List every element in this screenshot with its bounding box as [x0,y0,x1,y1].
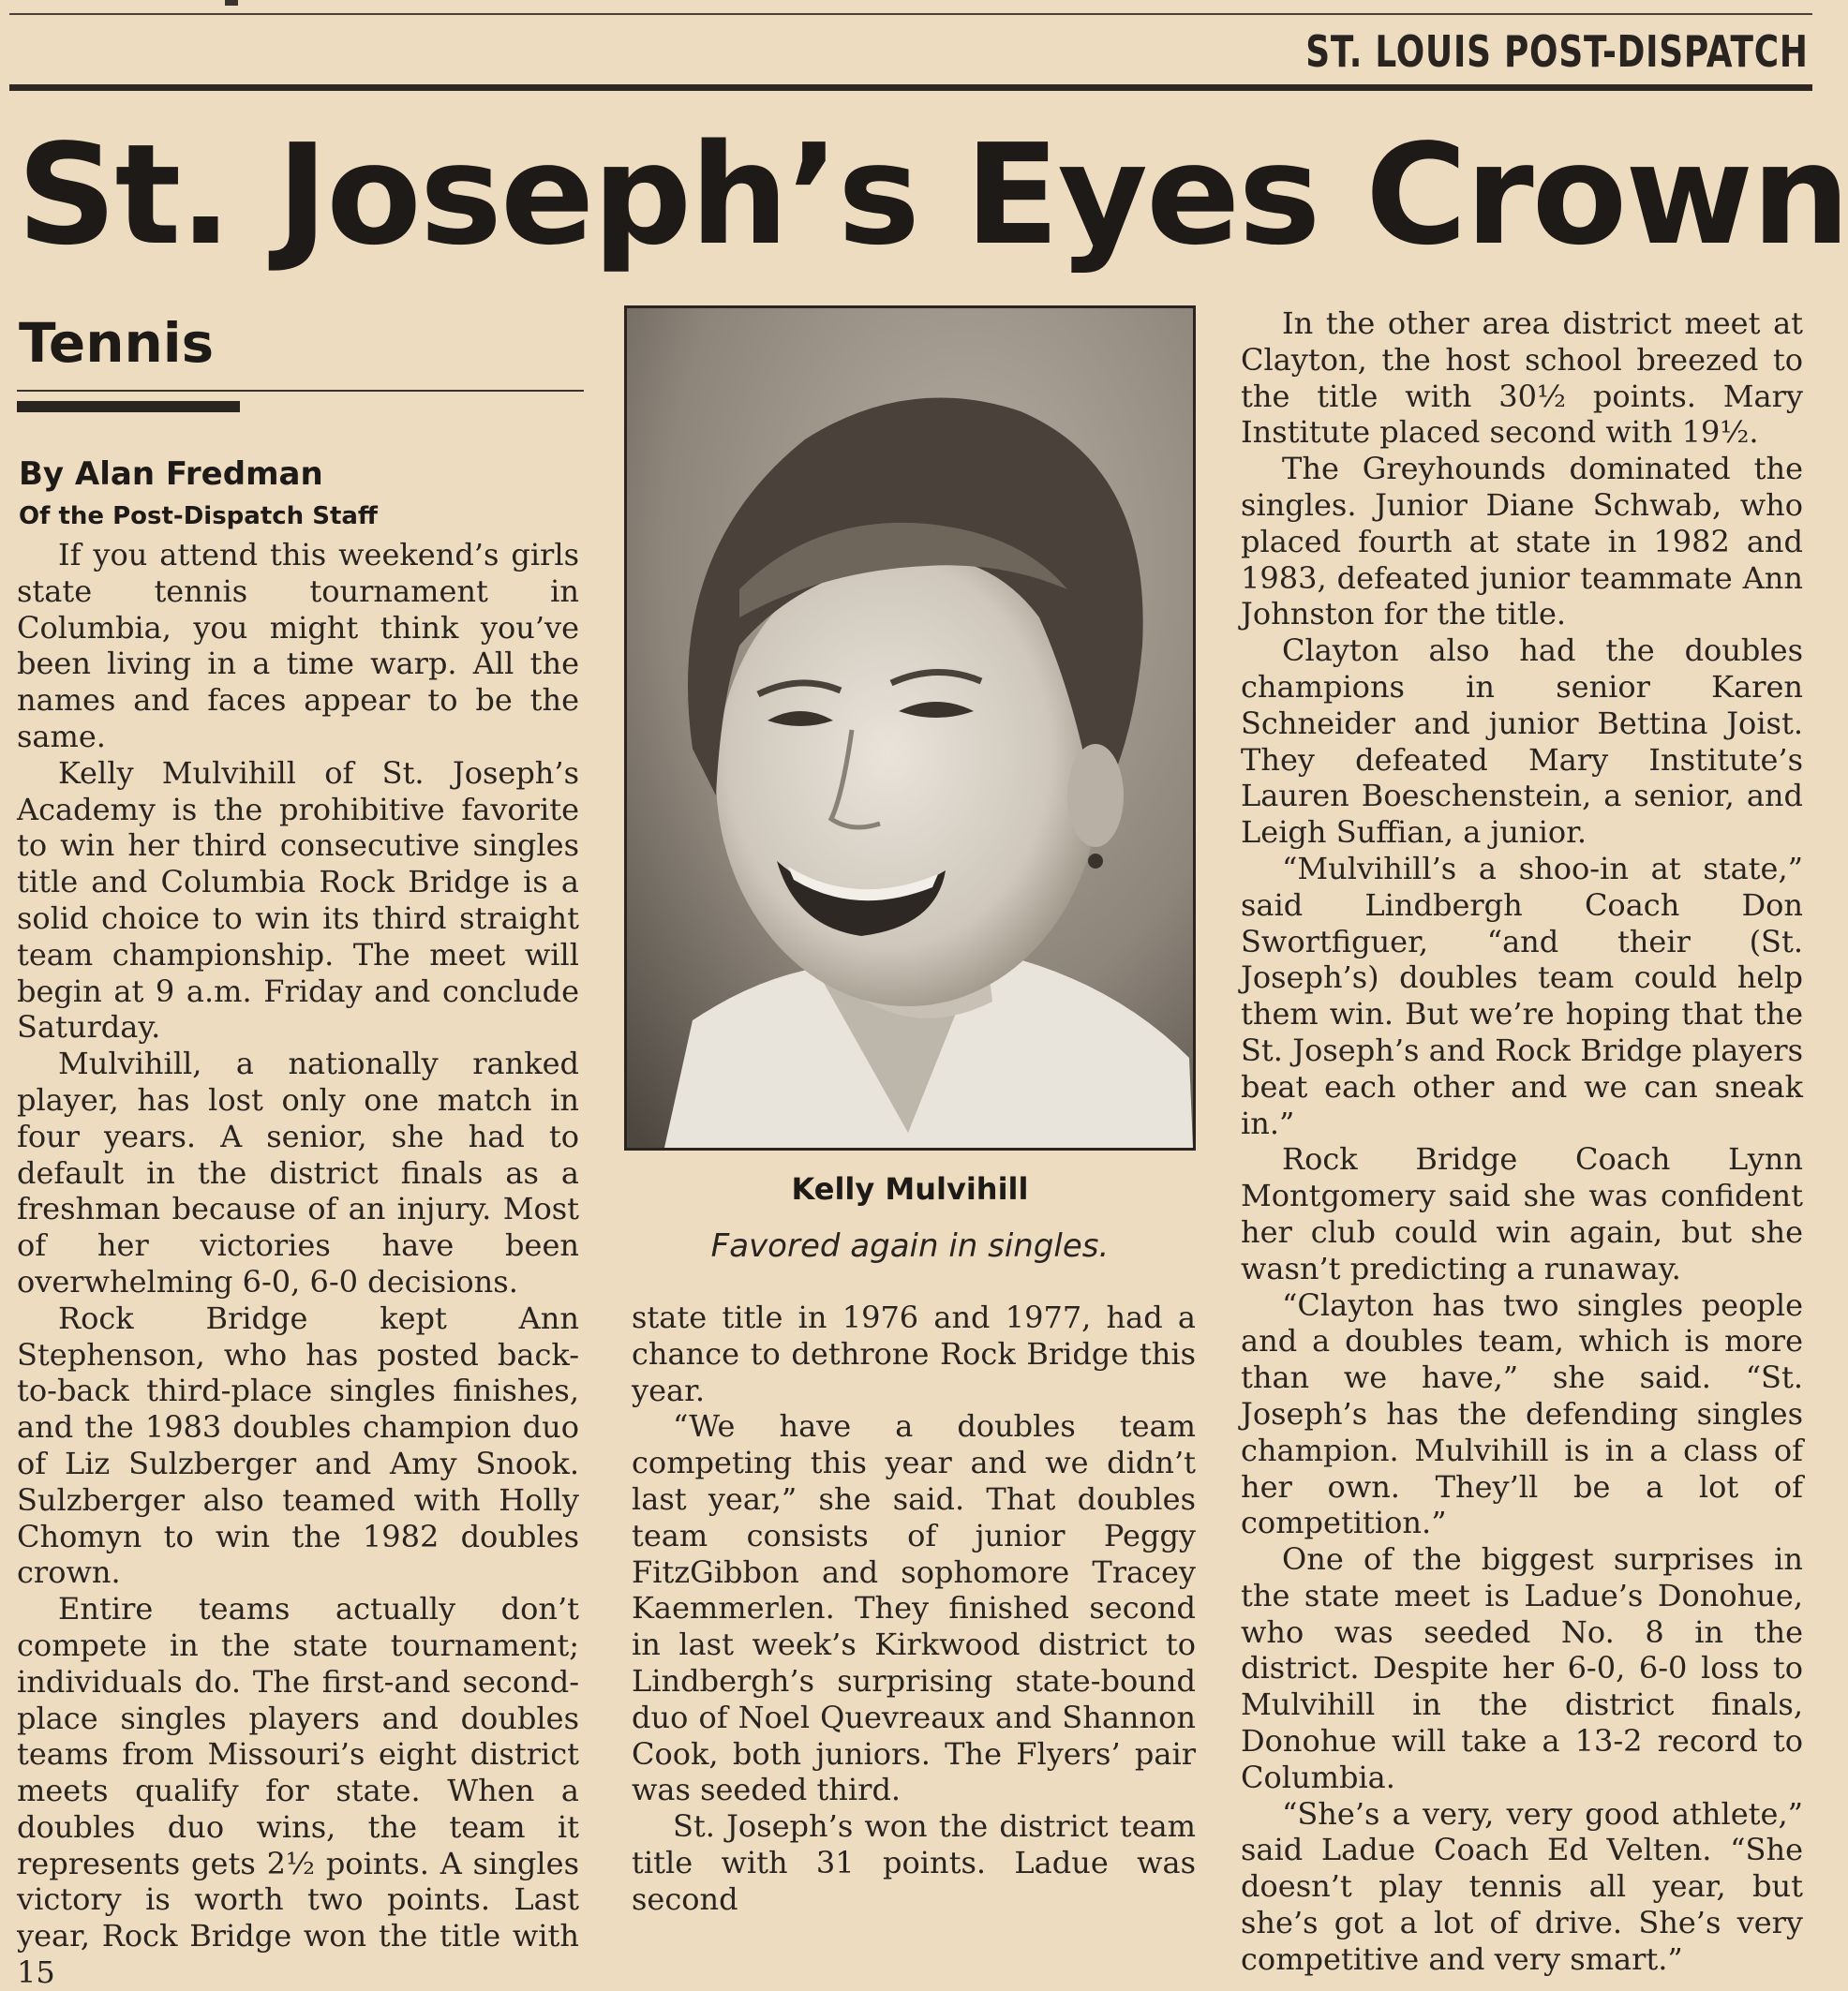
paragraph: In the other area district meet at Clayton, the host school breezed to the title with 30½ points. Mary Institute placed second with 19½. [1241,305,1803,451]
paragraph: One of the biggest surprises in the state meet is Ladue’s Donohue, who was seeded No. 8 in the district. Despite her 6-0, 6-0 loss to Mulvihill in the district finals, Donohue will take a 13-2 record to Columbia. [1241,1541,1803,1795]
portrait-photo [624,305,1196,1151]
paragraph: “We have a doubles team competing this year and we didn’t last year,” she said. That doubles team consists of junior Peggy FitzGibbon and sophomore Tracey Kaemmerlen. They finished second in last week’s Kirkwood district to Lindbergh’s surprising state-bound duo of Noel Quevreaux and Shannon Cook, both juniors. The Flyers’ pair was seeded third. [632,1408,1196,1808]
paragraph: state title in 1976 and 1977, had a chance to dethrone Rock Bridge this year. [632,1300,1196,1408]
section-rule-thin [17,390,584,392]
paragraph: Clayton also had the doubles champions in senior Karen Schneider and junior Bettina Joist. They defeated Mary Institute’s Lauren Boeschenstein, a senior, and Leigh Suffian, a junior. [1241,632,1803,851]
section-rule-thick [17,401,240,412]
masthead-rule [9,84,1812,91]
byline-staff: Of the Post-Dispatch Staff [19,502,378,530]
paragraph: The Greyhounds dominated the singles. Junior Diane Schwab, who placed fourth at state in 1982 and 1983, defeated junior teammate Ann Johnston for the title. [1241,451,1803,632]
paragraph: “Clayton has two singles people and a doubles team, which is more than we have,” she said. “St. Joseph’s has the defending singles champion. Mulvihill is in a class of her own. They’ll be a lot of competition.” [1241,1286,1803,1541]
clipped-text-fragment [225,0,238,6]
paragraph: If you attend this weekend’s girls state tennis tournament in Columbia, you might think you’ve been living in a time warp. All the names and faces appear to be the same. [17,537,579,754]
paragraph: Kelly Mulvihill of St. Joseph’s Academy is the prohibitive favorite to win her third consecutive singles title and Columbia Rock Bridge is a solid choice to win its third straight team championship. The meet will begin at 9 a.m. Friday and conclude Saturday. [17,754,579,1046]
byline-author: By Alan Fredman [19,455,323,493]
paragraph: “She’s a very, very good athlete,” said Ladue Coach Ed Velten. “She doesn’t play tennis all year, but she’s got a lot of drive. She’s very competitive and very smart.” [1241,1795,1803,1977]
photo-caption: Favored again in singles. [710,1227,1110,1265]
article-column-2 [632,1300,1196,1917]
section-label: Tennis [19,311,215,375]
article-column-1 [17,537,579,1991]
paragraph: Rock Bridge Coach Lynn Montgomery said she was confident her club could win again, but she wasn’t predicting a runaway. [1241,1141,1803,1286]
paragraph: Rock Bridge kept Ann Stephenson, who has posted back-to-back third-place singles finishes, and the 1983 doubles champion duo of Liz Sulzberger and Amy Snook. Sulzberger also teamed with Holly Chomyn to win the 1982 doubles crown. [17,1300,579,1591]
top-rule [9,13,1812,15]
paragraph: Mulvihill, a nationally ranked player, has lost only one match in four years. A senior, she had to default in the district finals as a freshman because of an injury. Most of her victories have been overwhelming 6-0, 6-0 decisions. [17,1046,579,1300]
paragraph: St. Joseph’s won the district team title with 31 points. Ladue was second [632,1808,1196,1917]
headline: St. Joseph’s Eyes Crown [17,114,1848,275]
masthead: ST. LOUIS POST-DISPATCH [1305,26,1809,77]
paragraph: Entire teams actually don’t compete in the state tournament; individuals do. The first-and second-place singles players and doubles teams from Missouri’s eight district meets qualify for state. When a doubles duo wins, the team it represents gets 2½ points. A singles victory is worth two points. Last year, Rock Bridge won the title with 15 [17,1591,579,1991]
portrait-image [627,308,1193,1148]
photo-caption-name: Kelly Mulvihill [791,1171,1029,1207]
paragraph: “Mulvihill’s a shoo-in at state,” said Lindbergh Coach Don Swortfiguer, “and their (St. Joseph’s) doubles team could help them win. But we’re hoping that the St. Joseph’s and Rock Bridge players beat each other and we can sneak in.” [1241,850,1803,1141]
article-column-3 [1241,305,1803,1977]
